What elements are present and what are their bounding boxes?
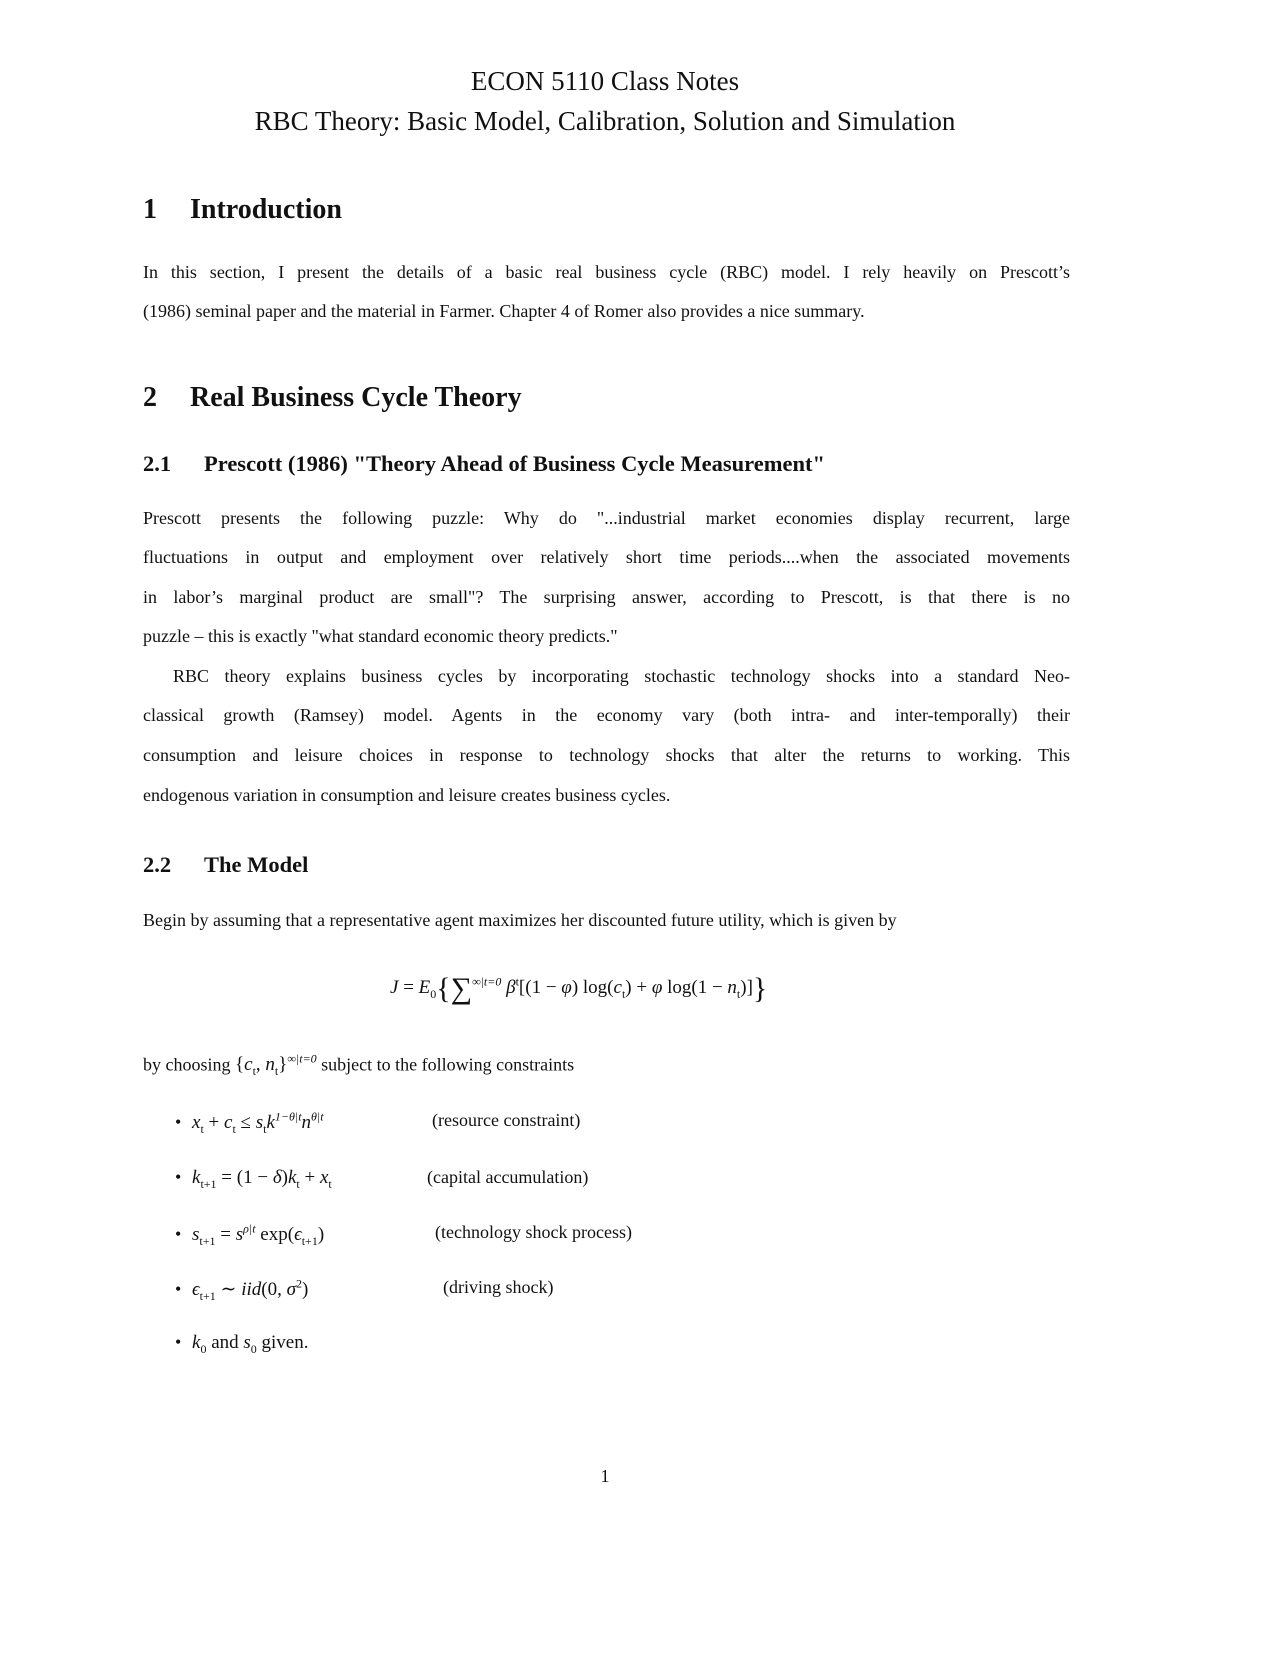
section-title: Introduction (190, 194, 342, 225)
constraint-item (175, 1222, 632, 1249)
math-token: δ (272, 1167, 282, 1188)
math-token: t (621, 986, 626, 1001)
constraint-math (192, 1277, 309, 1304)
constraint-note: (technology shock process) (435, 1222, 632, 1242)
math-token: ϵ (294, 1224, 302, 1246)
math-token: } (752, 972, 768, 1005)
math-token: t (263, 1122, 267, 1137)
math-token: β (506, 977, 516, 998)
math-token: φ (651, 977, 663, 998)
math-token: t (252, 1064, 256, 1079)
math-token: t (736, 986, 741, 1001)
math-token: ) (317, 1224, 325, 1246)
math-token: ∑ (450, 972, 473, 1005)
math-token: t+1 (199, 1234, 216, 1249)
math-token: s (192, 1224, 200, 1246)
math-token: n (727, 977, 737, 998)
math-token: [(1 − (518, 977, 562, 998)
constraint-item (175, 1110, 581, 1137)
doc-title: ECON 5110 Class Notes (470, 66, 740, 96)
math-token: { (436, 972, 451, 1005)
math-token: t+1 (200, 1176, 217, 1191)
math-token: ∼ (215, 1279, 242, 1301)
math-token: 1−θ|t (274, 1110, 302, 1124)
constraint-note: (resource constraint) (432, 1110, 581, 1130)
constraint-item (175, 1277, 554, 1304)
math-token: k (287, 1167, 297, 1188)
paragraph-line: RBC theory explains business cycles by incorporating stochastic technology shocks into a standard Neo- (173, 666, 1070, 686)
section-heading-rbc (143, 382, 522, 414)
math-token: { (235, 1054, 245, 1076)
subsection-number: 2.1 (143, 451, 172, 476)
paragraph-line: fluctuations in output and employment over relatively short time periods....when the associated movements (143, 547, 1070, 567)
subsection-heading-model (143, 852, 308, 878)
paragraph-line: Begin by assuming that a representative agent maximizes her discounted future utility, which is given by (143, 910, 897, 930)
math-token: s (243, 1332, 251, 1353)
math-token: = (1 − (216, 1167, 273, 1188)
math-token: t (232, 1122, 236, 1137)
bullet-icon: • (175, 1224, 182, 1245)
constraint-math (192, 1222, 325, 1249)
math-token: k (192, 1332, 201, 1353)
constraint-math (192, 1332, 309, 1356)
paragraph-line: In this section, I present the details of a basic real business cycle (RBC) model. I rely heavily on Prescott’s (143, 262, 1070, 282)
math-token: c (224, 1112, 233, 1134)
math-token: c (244, 1054, 253, 1076)
math-token: ) + (625, 977, 652, 998)
paragraph-line: classical growth (Ramsey) model. Agents in the economy vary (both intra- and inter-temporally) their (143, 705, 1070, 725)
math-token: t (274, 1064, 279, 1079)
subsection-heading-prescott (143, 451, 825, 477)
section-title: Real Business Cycle Theory (190, 382, 522, 413)
math-token: ϵ (192, 1279, 200, 1301)
page-number: 1 (600, 1466, 610, 1486)
math-token: θ|t (311, 1110, 324, 1124)
math-token: E (418, 977, 431, 998)
choosing-text-after: subject to the following constraints (316, 1054, 575, 1075)
math-token: 0 (430, 986, 437, 1001)
math-token: + (299, 1167, 320, 1188)
subsection-title: The Model (204, 852, 309, 877)
math-token: t+1 (199, 1289, 216, 1304)
constraint-math (192, 1167, 332, 1191)
math-token: x (319, 1167, 329, 1188)
math-token: t+1 (301, 1234, 318, 1249)
math-token: ) (281, 1167, 288, 1188)
constraint-item (175, 1332, 309, 1357)
paragraph-line: consumption and leisure choices in response to technology shocks that alter the returns to working. This (143, 745, 1070, 765)
bullet-icon: • (175, 1167, 182, 1187)
utility-equation (390, 972, 767, 1006)
math-token: t (515, 974, 519, 989)
subsection-number: 2.2 (143, 852, 172, 877)
bullet-icon: • (175, 1279, 182, 1300)
constraint-note: (capital accumulation) (427, 1167, 589, 1187)
math-token: iid (241, 1279, 262, 1301)
math-token: given. (256, 1332, 309, 1353)
bullet-icon: • (175, 1112, 182, 1133)
math-token: 0 (250, 1341, 257, 1356)
math-token: 0 (200, 1341, 207, 1356)
math-token: log(1 − (662, 977, 728, 998)
math-token: s (255, 1112, 264, 1134)
constraint-note: (driving shock) (443, 1277, 554, 1297)
math-token: and (206, 1332, 244, 1353)
math-token: = (215, 1224, 236, 1246)
doc-subtitle: RBC Theory: Basic Model, Calibration, Solution and Simulation (254, 106, 956, 136)
math-token: ) (301, 1279, 309, 1301)
math-token: 2 (295, 1277, 302, 1291)
constraint-item (175, 1167, 589, 1192)
section-number: 1 (143, 194, 157, 225)
math-token: t (296, 1176, 300, 1191)
math-token: x (192, 1112, 201, 1134)
paragraph-line: endogenous variation in consumption and leisure creates business cycles. (143, 785, 671, 805)
bullet-icon: • (175, 1332, 182, 1352)
math-token: } (278, 1054, 288, 1076)
section-heading-introduction (143, 194, 342, 226)
math-token: n (301, 1112, 312, 1134)
math-token: t (200, 1122, 204, 1137)
math-token: ) log( (571, 977, 614, 998)
math-token: s (235, 1224, 244, 1246)
constraint-math (192, 1110, 324, 1137)
math-token: n (265, 1054, 275, 1076)
math-token: + (203, 1112, 224, 1134)
math-token: ∞|t=0 (287, 1052, 317, 1066)
math-token: ρ|t (243, 1222, 256, 1236)
paragraph-line: Prescott presents the following puzzle: Why do "...industrial market economies display recurrent, large (143, 508, 1070, 528)
section-number: 2 (143, 382, 157, 413)
math-token: (0, (261, 1279, 287, 1301)
paragraph-line: puzzle – this is exactly "what standard economic theory predicts." (143, 626, 618, 646)
math-token: J (390, 977, 399, 998)
paragraph-line: (1986) seminal paper and the material in Farmer. Chapter 4 of Romer also provides a nice summary. (143, 301, 865, 321)
math-token: ∞|t=0 (472, 974, 502, 989)
math-token: , (255, 1054, 266, 1076)
math-token: )] (740, 977, 753, 998)
math-token: c (613, 977, 622, 998)
math-token: exp( (255, 1224, 295, 1246)
math-token: t (328, 1176, 332, 1191)
choosing-text-before: by choosing (143, 1054, 235, 1075)
math-token: ≤ (235, 1112, 256, 1134)
math-token: k (192, 1167, 201, 1188)
choosing-line (143, 1052, 574, 1079)
math-token: = (398, 977, 419, 998)
math-token: σ (286, 1279, 296, 1301)
subsection-title: Prescott (1986) "Theory Ahead of Business Cycle Measurement" (204, 451, 825, 476)
paragraph-line: in labor’s marginal product are small"? The surprising answer, according to Prescott, is that there is no (143, 587, 1070, 607)
choice-set-math (235, 1052, 317, 1079)
math-token: k (266, 1112, 275, 1134)
math-token: φ (561, 977, 572, 998)
